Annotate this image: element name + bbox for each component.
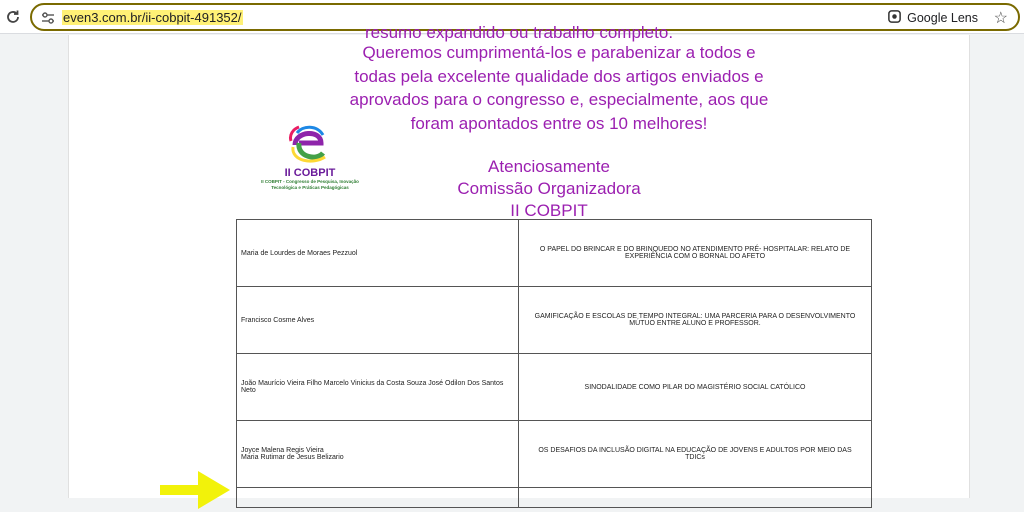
title-cell: OS DESAFIOS DA INCLUSÃO DIGITAL NA EDUCAÇÃO DE JOVENS E ADULTOS POR MEIO DAS TDICs: [519, 421, 872, 488]
bookmark-star-icon[interactable]: ☆: [993, 10, 1008, 27]
author-cell: [237, 354, 519, 421]
results-table: [236, 219, 872, 508]
author-cell: [237, 421, 519, 488]
signature-block: [449, 156, 649, 222]
site-settings-icon[interactable]: [40, 10, 56, 26]
url-text[interactable]: [62, 10, 243, 25]
title-cell: SINODALIDADE COMO PILAR DO MAGISTÉRIO SOCIAL CATÓLICO: [519, 354, 872, 421]
congratulations-message: [309, 41, 809, 135]
title-cell: O PAPEL DO BRINCAR E DO BRINQUEDO NO ATENDIMENTO PRÉ- HOSPITALAR: RELATO DE EXPERIÊNCIA COM O BORNAL DO AFETO: [519, 220, 872, 287]
table-row: [237, 220, 872, 287]
url-highlight: even3.com.br/ii-cobpit-491352/: [63, 10, 242, 25]
arrow-annotation-icon: [160, 468, 232, 512]
signature-line: Atenciosamente: [488, 157, 610, 176]
logo-subtitle: II COBPIT - Congresso de Pesquisa, Inovação Tecnológica e Práticas Pedagógicas: [261, 179, 359, 190]
table-row: [237, 354, 872, 421]
cobpit-logo: [255, 121, 365, 201]
message-line: Queremos cumprimentá-los e parabenizar a todos e: [362, 43, 756, 62]
reload-icon[interactable]: [4, 8, 22, 26]
document-page: [68, 23, 970, 498]
author-name: Francisco Cosme Alves: [241, 316, 315, 324]
title-cell: [519, 488, 872, 508]
google-lens-label: Google Lens: [907, 11, 978, 25]
partial-line: resumo expandido ou trabalho completo.: [364, 23, 674, 42]
signature-line: Comissão Organizadora: [457, 179, 641, 198]
author-name: Maria Rutimar de Jesus Belizario: [241, 454, 344, 461]
title-cell: GAMIFICAÇÃO E ESCOLAS DE TEMPO INTEGRAL: UMA PARCERIA PARA O DESENVOLVIMENTO MÚTUO ENTRE ALUNO E PROFESSOR.: [519, 287, 872, 354]
table-row: [237, 421, 872, 488]
message-line: todas pela excelente qualidade dos artigos enviados e: [354, 66, 764, 86]
author-name: Joyce Malena Regis Vieira: [241, 447, 324, 454]
logo-name: II COBPIT: [284, 167, 336, 179]
google-lens-button[interactable]: [887, 9, 978, 27]
author-name: Maria de Lourdes de Moraes Pezzuol: [241, 249, 358, 257]
page-viewport[interactable]: [0, 23, 1024, 498]
table-row: [237, 488, 872, 508]
message-line: aprovados para o congresso e, especialmente, aos que: [349, 90, 769, 109]
table-row: [237, 287, 872, 354]
author-name: João Maurício Vieira Filho Marcelo Vinicius da Costa Souza José Odilon Dos Santos Neto: [241, 380, 504, 394]
google-lens-icon: [887, 9, 902, 27]
author-cell: [237, 287, 519, 354]
author-cell: [237, 488, 519, 508]
cobpit-logo-icon: [255, 121, 365, 167]
signature-line: II COBPIT: [510, 201, 588, 220]
author-cell: [237, 220, 519, 287]
message-line: foram apontados entre os 10 melhores!: [410, 113, 708, 133]
